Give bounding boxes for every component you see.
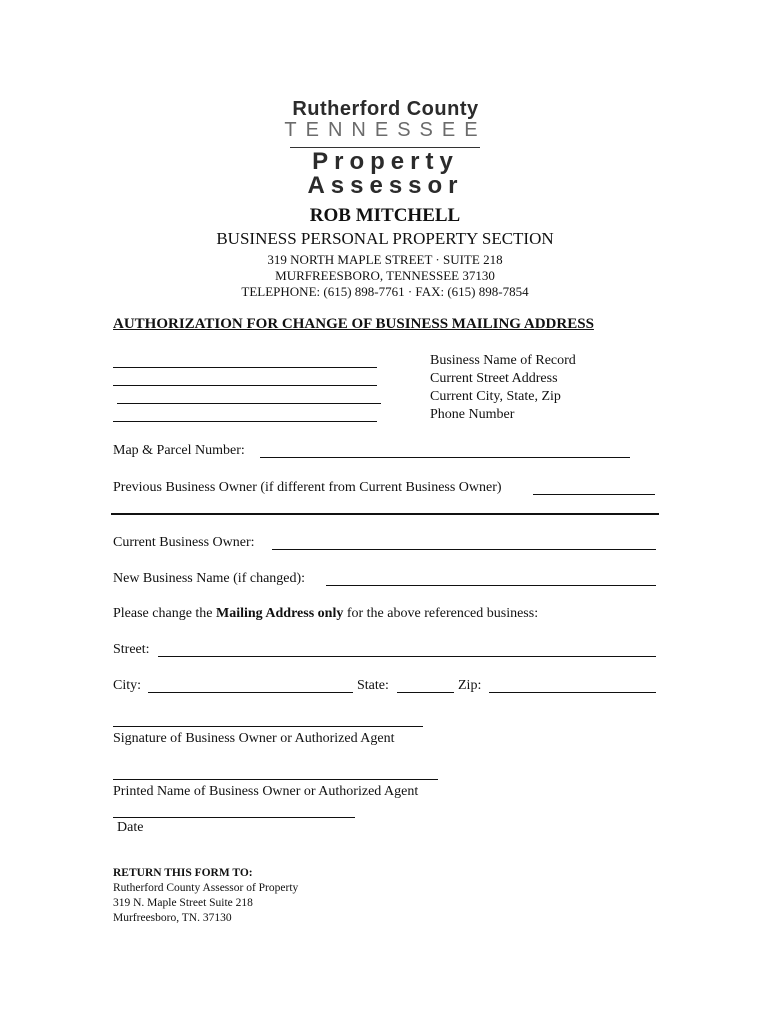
label-city: City:	[113, 678, 142, 693]
state-field[interactable]	[397, 692, 454, 693]
date-field[interactable]	[113, 817, 355, 818]
label-street-address: Current Street Address	[430, 371, 558, 386]
contact-line: TELEPHONE: (615) 898-7761 · FAX: (615) 898-7854	[241, 284, 529, 299]
city-state-zip-field[interactable]	[117, 403, 381, 404]
label-signature: Signature of Business Owner or Authorized Agent	[113, 731, 395, 746]
label-state: State:	[357, 678, 389, 693]
signature-field[interactable]	[113, 726, 423, 727]
address-line-2: MURFREESBORO, TENNESSEE 37130	[275, 268, 495, 283]
zip-field[interactable]	[489, 692, 656, 693]
section-divider	[111, 513, 659, 515]
logo-state: TENNESSEE	[284, 119, 487, 141]
address-line-1: 319 NORTH MAPLE STREET · SUITE 218	[267, 252, 503, 267]
phone-number-field[interactable]	[113, 421, 377, 422]
logo-property: Property	[312, 148, 459, 175]
map-parcel-field[interactable]	[260, 457, 630, 458]
instruction-bold: Mailing Address only	[216, 606, 344, 621]
section-title: BUSINESS PERSONAL PROPERTY SECTION	[216, 229, 554, 248]
street-field[interactable]	[158, 656, 656, 657]
previous-owner-field[interactable]	[533, 494, 655, 495]
assessor-name: ROB MITCHELL	[309, 205, 461, 226]
label-phone-number: Phone Number	[430, 407, 515, 422]
current-owner-field[interactable]	[272, 549, 656, 550]
new-business-name-field[interactable]	[326, 585, 656, 586]
label-zip: Zip:	[458, 678, 482, 693]
label-business-name: Business Name of Record	[430, 353, 576, 368]
label-new-business-name: New Business Name (if changed):	[113, 571, 306, 586]
label-city-state-zip: Current City, State, Zip	[430, 389, 561, 404]
label-date: Date	[117, 820, 144, 835]
business-name-field[interactable]	[113, 367, 377, 368]
instruction-text	[113, 606, 538, 622]
return-line-1: Rutherford County Assessor of Property	[113, 882, 299, 894]
label-current-owner: Current Business Owner:	[113, 535, 255, 550]
city-field[interactable]	[148, 692, 353, 693]
label-street: Street:	[113, 642, 150, 657]
return-line-3: Murfreesboro, TN. 37130	[113, 912, 232, 924]
logo-county: Rutherford County	[292, 98, 479, 120]
label-printed-name: Printed Name of Business Owner or Authorized Agent	[113, 784, 419, 799]
printed-name-field[interactable]	[113, 779, 438, 780]
label-previous-owner: Previous Business Owner (if different from Current Business Owner)	[113, 480, 502, 495]
return-line-2: 319 N. Maple Street Suite 218	[113, 897, 253, 909]
logo-assessor: Assessor	[307, 172, 464, 199]
instruction-pre: Please change the	[113, 606, 213, 621]
form-title: AUTHORIZATION FOR CHANGE OF BUSINESS MAILING ADDRESS	[113, 316, 594, 332]
label-map-parcel: Map & Parcel Number:	[113, 443, 245, 458]
instruction-post: for the above referenced business:	[346, 606, 539, 621]
return-heading: RETURN THIS FORM TO:	[113, 867, 253, 879]
street-address-field[interactable]	[113, 385, 377, 386]
